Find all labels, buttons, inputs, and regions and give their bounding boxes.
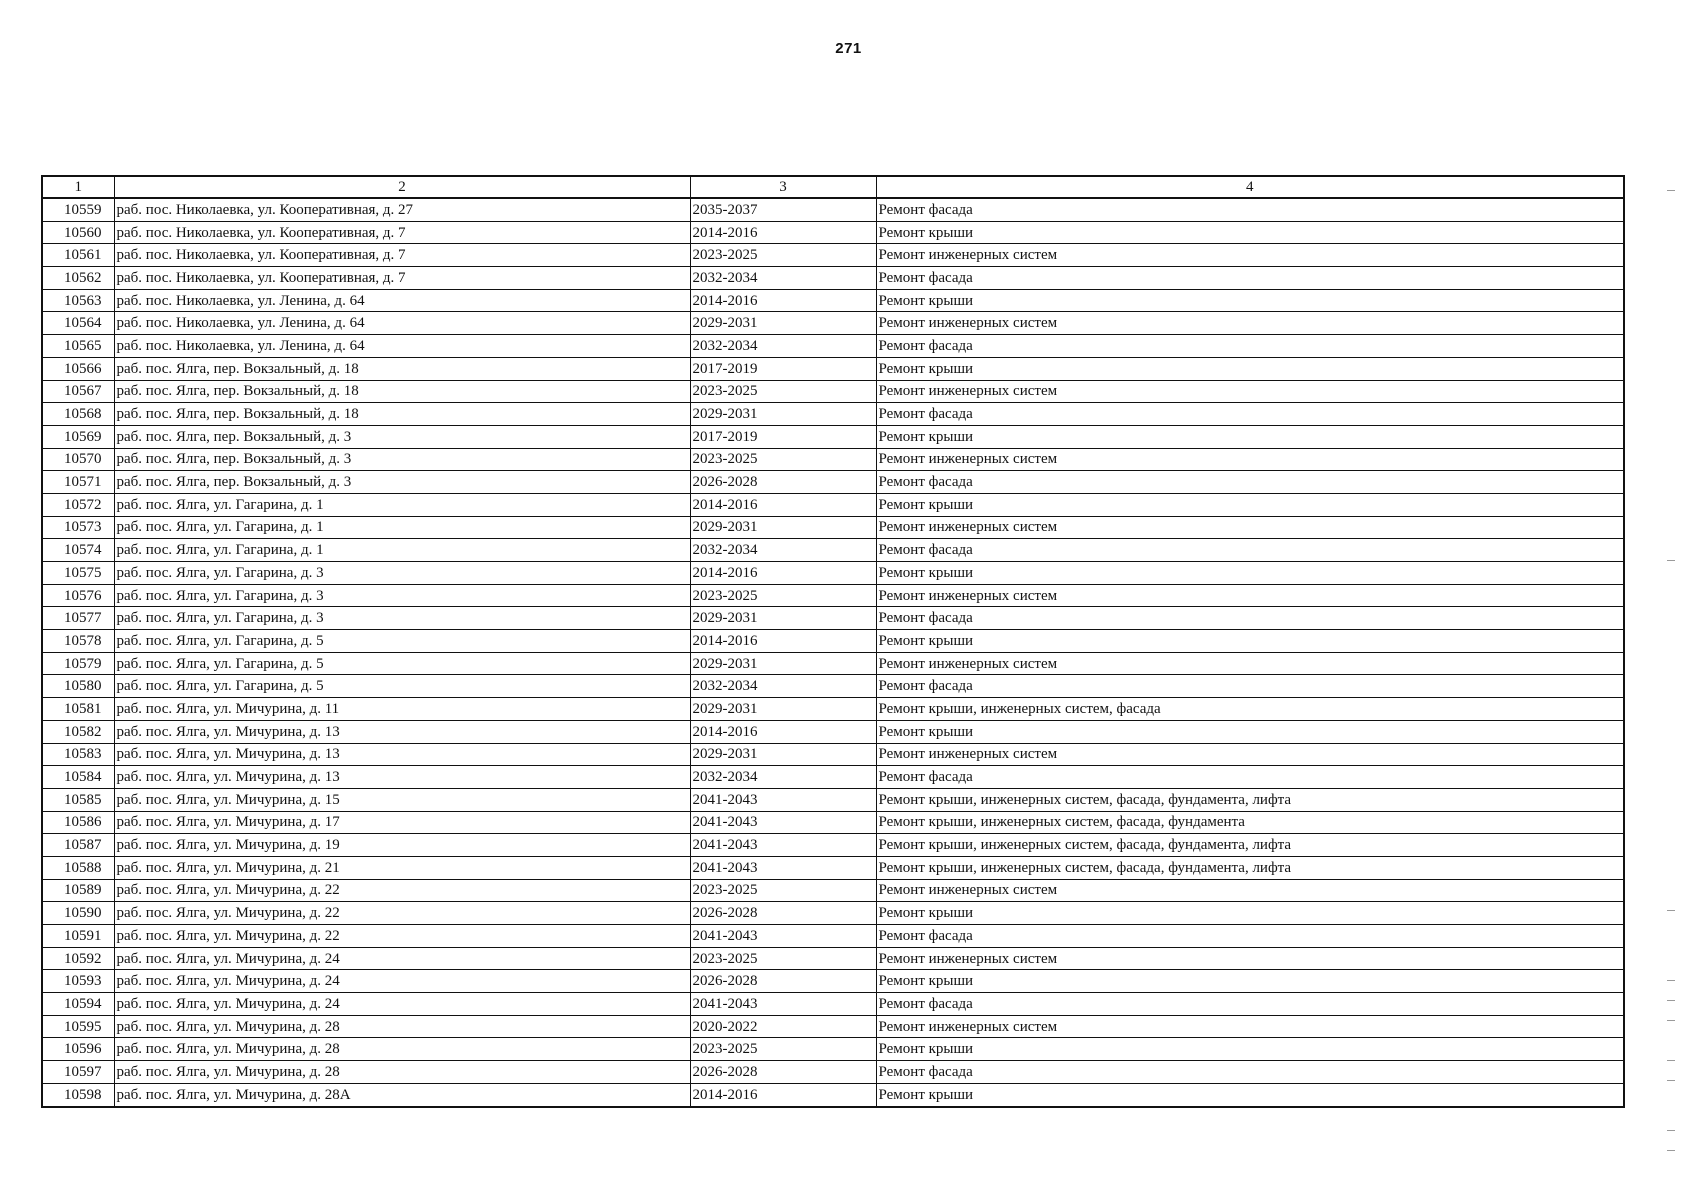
page-number: 271	[835, 40, 862, 57]
address-cell: раб. пос. Ялга, ул. Мичурина, д. 28А	[114, 1083, 690, 1106]
table-row	[42, 1015, 1624, 1038]
address-cell: раб. пос. Ялга, пер. Вокзальный, д. 3	[114, 448, 690, 471]
row-number-cell: 10586	[42, 811, 114, 834]
period-cell: 2041-2043	[690, 788, 876, 811]
period-cell: 2041-2043	[690, 856, 876, 879]
table-row	[42, 1061, 1624, 1084]
period-cell: 2032-2034	[690, 539, 876, 562]
table-row	[42, 357, 1624, 380]
work-type-cell: Ремонт крыши, инженерных систем, фасада, фундамента	[876, 811, 1624, 834]
work-type-cell: Ремонт инженерных систем	[876, 584, 1624, 607]
address-cell: раб. пос. Ялга, пер. Вокзальный, д. 18	[114, 403, 690, 426]
period-cell: 2029-2031	[690, 652, 876, 675]
work-type-cell: Ремонт крыши	[876, 289, 1624, 312]
table-row	[42, 720, 1624, 743]
period-cell: 2029-2031	[690, 743, 876, 766]
period-cell: 2014-2016	[690, 1083, 876, 1106]
row-number-cell: 10568	[42, 403, 114, 426]
work-type-cell: Ремонт крыши	[876, 562, 1624, 585]
period-cell: 2029-2031	[690, 698, 876, 721]
table-row	[42, 947, 1624, 970]
period-cell: 2041-2043	[690, 925, 876, 948]
table-row	[42, 267, 1624, 290]
address-cell: раб. пос. Ялга, ул. Гагарина, д. 3	[114, 607, 690, 630]
table-row	[42, 902, 1624, 925]
row-number-cell: 10596	[42, 1038, 114, 1061]
address-cell: раб. пос. Ялга, пер. Вокзальный, д. 3	[114, 471, 690, 494]
row-number-cell: 10583	[42, 743, 114, 766]
work-type-cell: Ремонт фасада	[876, 675, 1624, 698]
period-cell: 2014-2016	[690, 221, 876, 244]
work-type-cell: Ремонт фасада	[876, 471, 1624, 494]
margin-mark	[1667, 190, 1675, 191]
work-type-cell: Ремонт крыши	[876, 720, 1624, 743]
row-number-cell: 10575	[42, 562, 114, 585]
row-number-cell: 10567	[42, 380, 114, 403]
work-type-cell: Ремонт инженерных систем	[876, 380, 1624, 403]
period-cell: 2014-2016	[690, 493, 876, 516]
address-cell: раб. пос. Ялга, ул. Мичурина, д. 22	[114, 879, 690, 902]
margin-mark	[1667, 560, 1675, 561]
row-number-cell: 10597	[42, 1061, 114, 1084]
table-row	[42, 312, 1624, 335]
period-cell: 2029-2031	[690, 403, 876, 426]
row-number-cell: 10565	[42, 335, 114, 358]
work-type-cell: Ремонт инженерных систем	[876, 1015, 1624, 1038]
repair-schedule-table	[41, 175, 1625, 1108]
table-row	[42, 221, 1624, 244]
table-row	[42, 562, 1624, 585]
address-cell: раб. пос. Ялга, ул. Гагарина, д. 1	[114, 493, 690, 516]
table-row	[42, 630, 1624, 653]
margin-mark	[1667, 1080, 1675, 1081]
column-header-4: 4	[876, 176, 1624, 198]
address-cell: раб. пос. Ялга, пер. Вокзальный, д. 18	[114, 380, 690, 403]
work-type-cell: Ремонт фасада	[876, 198, 1624, 221]
period-cell: 2020-2022	[690, 1015, 876, 1038]
period-cell: 2026-2028	[690, 970, 876, 993]
period-cell: 2029-2031	[690, 607, 876, 630]
table-row	[42, 698, 1624, 721]
work-type-cell: Ремонт фасада	[876, 1061, 1624, 1084]
work-type-cell: Ремонт фасада	[876, 267, 1624, 290]
table-row	[42, 539, 1624, 562]
period-cell: 2041-2043	[690, 834, 876, 857]
period-cell: 2014-2016	[690, 289, 876, 312]
address-cell: раб. пос. Ялга, ул. Гагарина, д. 3	[114, 584, 690, 607]
table-row	[42, 425, 1624, 448]
work-type-cell: Ремонт инженерных систем	[876, 652, 1624, 675]
period-cell: 2026-2028	[690, 902, 876, 925]
work-type-cell: Ремонт крыши, инженерных систем, фасада, фундамента, лифта	[876, 788, 1624, 811]
work-type-cell: Ремонт инженерных систем	[876, 879, 1624, 902]
table-row	[42, 516, 1624, 539]
row-number-cell: 10587	[42, 834, 114, 857]
margin-mark	[1667, 1060, 1675, 1061]
work-type-cell: Ремонт инженерных систем	[876, 312, 1624, 335]
address-cell: раб. пос. Ялга, ул. Мичурина, д. 11	[114, 698, 690, 721]
work-type-cell: Ремонт крыши, инженерных систем, фасада, фундамента, лифта	[876, 834, 1624, 857]
row-number-cell: 10572	[42, 493, 114, 516]
row-number-cell: 10598	[42, 1083, 114, 1106]
address-cell: раб. пос. Николаевка, ул. Кооперативная, д. 27	[114, 198, 690, 221]
row-number-cell: 10559	[42, 198, 114, 221]
work-type-cell: Ремонт фасада	[876, 766, 1624, 789]
address-cell: раб. пос. Ялга, ул. Мичурина, д. 13	[114, 720, 690, 743]
address-cell: раб. пос. Ялга, ул. Гагарина, д. 3	[114, 562, 690, 585]
row-number-cell: 10588	[42, 856, 114, 879]
period-cell: 2023-2025	[690, 947, 876, 970]
table-row	[42, 380, 1624, 403]
address-cell: раб. пос. Николаевка, ул. Кооперативная, д. 7	[114, 267, 690, 290]
table-row	[42, 448, 1624, 471]
work-type-cell: Ремонт крыши	[876, 425, 1624, 448]
table-row	[42, 198, 1624, 221]
address-cell: раб. пос. Николаевка, ул. Ленина, д. 64	[114, 335, 690, 358]
work-type-cell: Ремонт крыши, инженерных систем, фасада, фундамента, лифта	[876, 856, 1624, 879]
row-number-cell: 10579	[42, 652, 114, 675]
work-type-cell: Ремонт крыши	[876, 970, 1624, 993]
row-number-cell: 10582	[42, 720, 114, 743]
work-type-cell: Ремонт крыши	[876, 493, 1624, 516]
row-number-cell: 10566	[42, 357, 114, 380]
table-row	[42, 244, 1624, 267]
row-number-cell: 10580	[42, 675, 114, 698]
row-number-cell: 10562	[42, 267, 114, 290]
work-type-cell: Ремонт крыши, инженерных систем, фасада	[876, 698, 1624, 721]
period-cell: 2035-2037	[690, 198, 876, 221]
table-row	[42, 335, 1624, 358]
period-cell: 2017-2019	[690, 357, 876, 380]
work-type-cell: Ремонт крыши	[876, 902, 1624, 925]
address-cell: раб. пос. Ялга, ул. Мичурина, д. 22	[114, 925, 690, 948]
header-row	[42, 176, 1624, 198]
address-cell: раб. пос. Ялга, пер. Вокзальный, д. 3	[114, 425, 690, 448]
period-cell: 2041-2043	[690, 993, 876, 1016]
row-number-cell: 10577	[42, 607, 114, 630]
table-row	[42, 811, 1624, 834]
table-row	[42, 607, 1624, 630]
table-row	[42, 289, 1624, 312]
row-number-cell: 10581	[42, 698, 114, 721]
address-cell: раб. пос. Ялга, ул. Мичурина, д. 17	[114, 811, 690, 834]
work-type-cell: Ремонт фасада	[876, 403, 1624, 426]
table-row	[42, 652, 1624, 675]
work-type-cell: Ремонт фасада	[876, 539, 1624, 562]
address-cell: раб. пос. Николаевка, ул. Кооперативная, д. 7	[114, 244, 690, 267]
table-row	[42, 925, 1624, 948]
margin-mark	[1667, 1000, 1675, 1001]
period-cell: 2032-2034	[690, 267, 876, 290]
margin-mark	[1667, 1130, 1675, 1131]
period-cell: 2014-2016	[690, 720, 876, 743]
work-type-cell: Ремонт инженерных систем	[876, 244, 1624, 267]
work-type-cell: Ремонт инженерных систем	[876, 743, 1624, 766]
work-type-cell: Ремонт крыши	[876, 630, 1624, 653]
address-cell: раб. пос. Ялга, ул. Гагарина, д. 5	[114, 630, 690, 653]
table-row	[42, 1083, 1624, 1106]
period-cell: 2032-2034	[690, 675, 876, 698]
work-type-cell: Ремонт инженерных систем	[876, 947, 1624, 970]
column-header-3: 3	[690, 176, 876, 198]
table-row	[42, 766, 1624, 789]
address-cell: раб. пос. Ялга, ул. Мичурина, д. 15	[114, 788, 690, 811]
address-cell: раб. пос. Ялга, ул. Мичурина, д. 13	[114, 766, 690, 789]
table-body	[42, 176, 1624, 1107]
column-header-1: 1	[42, 176, 114, 198]
address-cell: раб. пос. Ялга, ул. Мичурина, д. 21	[114, 856, 690, 879]
table-row	[42, 856, 1624, 879]
row-number-cell: 10593	[42, 970, 114, 993]
table-row	[42, 1038, 1624, 1061]
row-number-cell: 10584	[42, 766, 114, 789]
row-number-cell: 10561	[42, 244, 114, 267]
period-cell: 2023-2025	[690, 1038, 876, 1061]
period-cell: 2032-2034	[690, 766, 876, 789]
address-cell: раб. пос. Ялга, ул. Мичурина, д. 22	[114, 902, 690, 925]
period-cell: 2014-2016	[690, 630, 876, 653]
address-cell: раб. пос. Ялга, ул. Гагарина, д. 5	[114, 652, 690, 675]
address-cell: раб. пос. Ялга, ул. Гагарина, д. 5	[114, 675, 690, 698]
table-row	[42, 834, 1624, 857]
work-type-cell: Ремонт фасада	[876, 925, 1624, 948]
row-number-cell: 10573	[42, 516, 114, 539]
address-cell: раб. пос. Ялга, ул. Мичурина, д. 24	[114, 993, 690, 1016]
row-number-cell: 10570	[42, 448, 114, 471]
table-row	[42, 675, 1624, 698]
work-type-cell: Ремонт крыши	[876, 1038, 1624, 1061]
period-cell: 2023-2025	[690, 448, 876, 471]
period-cell: 2023-2025	[690, 380, 876, 403]
work-type-cell: Ремонт крыши	[876, 221, 1624, 244]
period-cell: 2026-2028	[690, 1061, 876, 1084]
period-cell: 2029-2031	[690, 516, 876, 539]
margin-mark	[1667, 980, 1675, 981]
address-cell: раб. пос. Ялга, ул. Мичурина, д. 28	[114, 1015, 690, 1038]
row-number-cell: 10576	[42, 584, 114, 607]
row-number-cell: 10563	[42, 289, 114, 312]
row-number-cell: 10571	[42, 471, 114, 494]
row-number-cell: 10564	[42, 312, 114, 335]
address-cell: раб. пос. Ялга, пер. Вокзальный, д. 18	[114, 357, 690, 380]
table-row	[42, 743, 1624, 766]
row-number-cell: 10560	[42, 221, 114, 244]
table-row	[42, 584, 1624, 607]
row-number-cell: 10589	[42, 879, 114, 902]
row-number-cell: 10595	[42, 1015, 114, 1038]
row-number-cell: 10578	[42, 630, 114, 653]
table-row	[42, 471, 1624, 494]
row-number-cell: 10591	[42, 925, 114, 948]
row-number-cell: 10585	[42, 788, 114, 811]
address-cell: раб. пос. Николаевка, ул. Кооперативная, д. 7	[114, 221, 690, 244]
work-type-cell: Ремонт фасада	[876, 335, 1624, 358]
period-cell: 2041-2043	[690, 811, 876, 834]
period-cell: 2017-2019	[690, 425, 876, 448]
row-number-cell: 10590	[42, 902, 114, 925]
margin-mark	[1667, 1150, 1675, 1151]
address-cell: раб. пос. Ялга, ул. Мичурина, д. 19	[114, 834, 690, 857]
work-type-cell: Ремонт фасада	[876, 607, 1624, 630]
table-row	[42, 993, 1624, 1016]
address-cell: раб. пос. Николаевка, ул. Ленина, д. 64	[114, 289, 690, 312]
address-cell: раб. пос. Ялга, ул. Мичурина, д. 28	[114, 1038, 690, 1061]
address-cell: раб. пос. Ялга, ул. Гагарина, д. 1	[114, 516, 690, 539]
table-row	[42, 970, 1624, 993]
address-cell: раб. пос. Ялга, ул. Мичурина, д. 13	[114, 743, 690, 766]
row-number-cell: 10574	[42, 539, 114, 562]
work-type-cell: Ремонт фасада	[876, 993, 1624, 1016]
table-row	[42, 493, 1624, 516]
address-cell: раб. пос. Ялга, ул. Мичурина, д. 28	[114, 1061, 690, 1084]
row-number-cell: 10592	[42, 947, 114, 970]
address-cell: раб. пос. Ялга, ул. Мичурина, д. 24	[114, 970, 690, 993]
table-row	[42, 788, 1624, 811]
period-cell: 2029-2031	[690, 312, 876, 335]
margin-mark	[1667, 1020, 1675, 1021]
period-cell: 2014-2016	[690, 562, 876, 585]
work-type-cell: Ремонт крыши	[876, 1083, 1624, 1106]
work-type-cell: Ремонт инженерных систем	[876, 516, 1624, 539]
period-cell: 2026-2028	[690, 471, 876, 494]
row-number-cell: 10569	[42, 425, 114, 448]
address-cell: раб. пос. Ялга, ул. Мичурина, д. 24	[114, 947, 690, 970]
period-cell: 2023-2025	[690, 879, 876, 902]
period-cell: 2032-2034	[690, 335, 876, 358]
table-row	[42, 403, 1624, 426]
row-number-cell: 10594	[42, 993, 114, 1016]
work-type-cell: Ремонт крыши	[876, 357, 1624, 380]
address-cell: раб. пос. Ялга, ул. Гагарина, д. 1	[114, 539, 690, 562]
work-type-cell: Ремонт инженерных систем	[876, 448, 1624, 471]
period-cell: 2023-2025	[690, 584, 876, 607]
margin-mark	[1667, 910, 1675, 911]
table-row	[42, 879, 1624, 902]
address-cell: раб. пос. Николаевка, ул. Ленина, д. 64	[114, 312, 690, 335]
column-header-2: 2	[114, 176, 690, 198]
period-cell: 2023-2025	[690, 244, 876, 267]
